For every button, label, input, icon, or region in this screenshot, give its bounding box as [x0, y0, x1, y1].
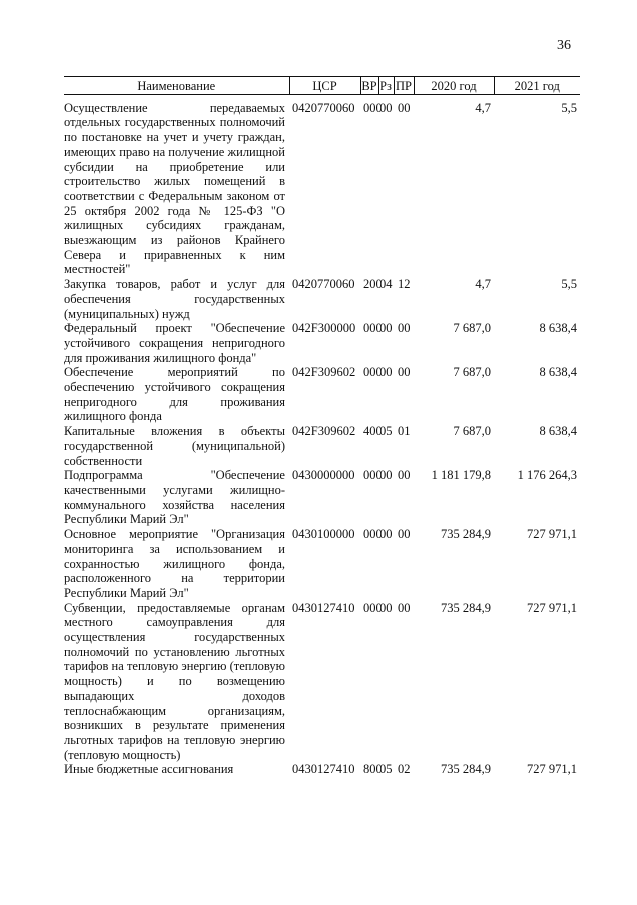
row-name: Субвенции, предоставляемые органам местного самоуправления для осуществления государственных полномочий по установлению льготных тарифов на тепловую энергию (тепловую мощность) и по возмещению выпадающих доходов теплоснабжающим организациям, возникших в результате применения льготных тарифов на тепловую энергию (тепловую мощность) [64, 600, 285, 762]
row-pr: 00 [398, 365, 411, 380]
row-2021: 1 176 264,3 [517, 468, 577, 483]
row-vr: 800 [363, 762, 382, 777]
header-csr: ЦСР [289, 77, 360, 95]
page-number: 36 [557, 38, 571, 53]
row-rz: 00 [380, 365, 393, 380]
row-2020: 735 284,9 [441, 600, 491, 615]
row-name: Осуществление передаваемых отдельных государственных полномочий по постановке на учет и учету граждан, имеющих право на получение жилищной субсидии на приобретение или строительство жилых помещений в соответствии с Федеральным законом от 25 октября 2002 года № 125-ФЗ "О жилищных субсидиях гражданам, выезжающим из районов Крайнего Севера и приравненных к ним местностей" [64, 100, 285, 277]
row-vr: 400 [363, 424, 382, 439]
row-name: Иные бюджетные ассигнования [64, 762, 234, 777]
row-2020: 4,7 [475, 277, 491, 292]
row-2020: 7 687,0 [453, 424, 491, 439]
row-rz: 04 [380, 277, 393, 292]
row-name: Закупка товаров, работ и услуг для обеспечения государственных (муниципальных) нужд [64, 277, 285, 321]
row-2021: 727 971,1 [527, 762, 577, 777]
row-pr: 01 [398, 424, 411, 439]
row-rz: 00 [380, 321, 393, 336]
row-name: Обеспечение мероприятий по обеспечению устойчивого сокращения непригодного для проживания жилищного фонда [64, 365, 285, 424]
table-row [64, 365, 580, 424]
row-csr: 0420770060 [292, 277, 355, 292]
row-pr: 12 [398, 277, 411, 292]
row-2021: 8 638,4 [539, 424, 577, 439]
row-2020: 1 181 179,8 [431, 468, 491, 483]
row-rz: 00 [380, 600, 393, 615]
row-vr: 000 [363, 321, 382, 336]
row-2020: 7 687,0 [453, 321, 491, 336]
header-2021: 2021 год [494, 77, 580, 95]
budget-table [64, 76, 580, 777]
row-rz: 00 [380, 468, 393, 483]
row-name: Подпрограмма "Обеспечение качественными услугами жилищно-коммунального хозяйства населения Республики Марий Эл" [64, 468, 285, 527]
header-name: Наименование [64, 77, 289, 95]
table-row [64, 527, 580, 601]
row-2020: 735 284,9 [441, 762, 491, 777]
row-rz: 05 [380, 424, 393, 439]
row-2021: 727 971,1 [527, 527, 577, 542]
row-2021: 8 638,4 [539, 321, 577, 336]
row-csr: 042F309602 [292, 424, 356, 439]
row-pr: 00 [398, 100, 411, 115]
row-vr: 000 [363, 600, 382, 615]
row-pr: 00 [398, 527, 411, 542]
row-2021: 5,5 [561, 100, 577, 115]
table-header-row [64, 77, 580, 95]
header-pr: ПР [394, 77, 414, 95]
row-pr: 00 [398, 468, 411, 483]
table-row [64, 277, 580, 321]
row-csr: 0420770060 [292, 100, 355, 115]
row-csr: 042F309602 [292, 365, 356, 380]
row-pr: 02 [398, 762, 411, 777]
row-csr: 0430000000 [292, 468, 355, 483]
row-vr: 200 [363, 277, 382, 292]
row-vr: 000 [363, 365, 382, 380]
row-csr: 0430100000 [292, 527, 355, 542]
table-row [64, 601, 580, 763]
row-2021: 8 638,4 [539, 365, 577, 380]
row-vr: 000 [363, 527, 382, 542]
row-csr: 0430127410 [292, 762, 355, 777]
table-row [64, 468, 580, 527]
header-rz: Рз [378, 77, 394, 95]
row-pr: 00 [398, 600, 411, 615]
row-2020: 4,7 [475, 100, 491, 115]
table-row [64, 94, 580, 277]
row-2021: 5,5 [561, 277, 577, 292]
row-2020: 7 687,0 [453, 365, 491, 380]
row-rz: 00 [380, 527, 393, 542]
row-rz: 00 [380, 100, 393, 115]
row-2021: 727 971,1 [527, 600, 577, 615]
row-pr: 00 [398, 321, 411, 336]
header-vr: ВР [360, 77, 378, 95]
table-row [64, 762, 580, 777]
row-csr: 0430127410 [292, 600, 355, 615]
row-2020: 735 284,9 [441, 527, 491, 542]
row-rz: 05 [380, 762, 393, 777]
row-name: Основное мероприятие "Организация мониторинга за использованием и сохранностью жилищного фонда, расположенного на территории Республики Марий Эл" [64, 527, 285, 600]
table-row [64, 424, 580, 468]
row-name: Федеральный проект "Обеспечение устойчивого сокращения непригодного для проживания жилищного фонда" [64, 321, 285, 365]
row-csr: 042F300000 [292, 321, 356, 336]
row-vr: 000 [363, 468, 382, 483]
row-vr: 000 [363, 100, 382, 115]
header-2020: 2020 год [414, 77, 494, 95]
row-name: Капитальные вложения в объекты государственной (муниципальной) собственности [64, 424, 285, 468]
table-row [64, 321, 580, 365]
